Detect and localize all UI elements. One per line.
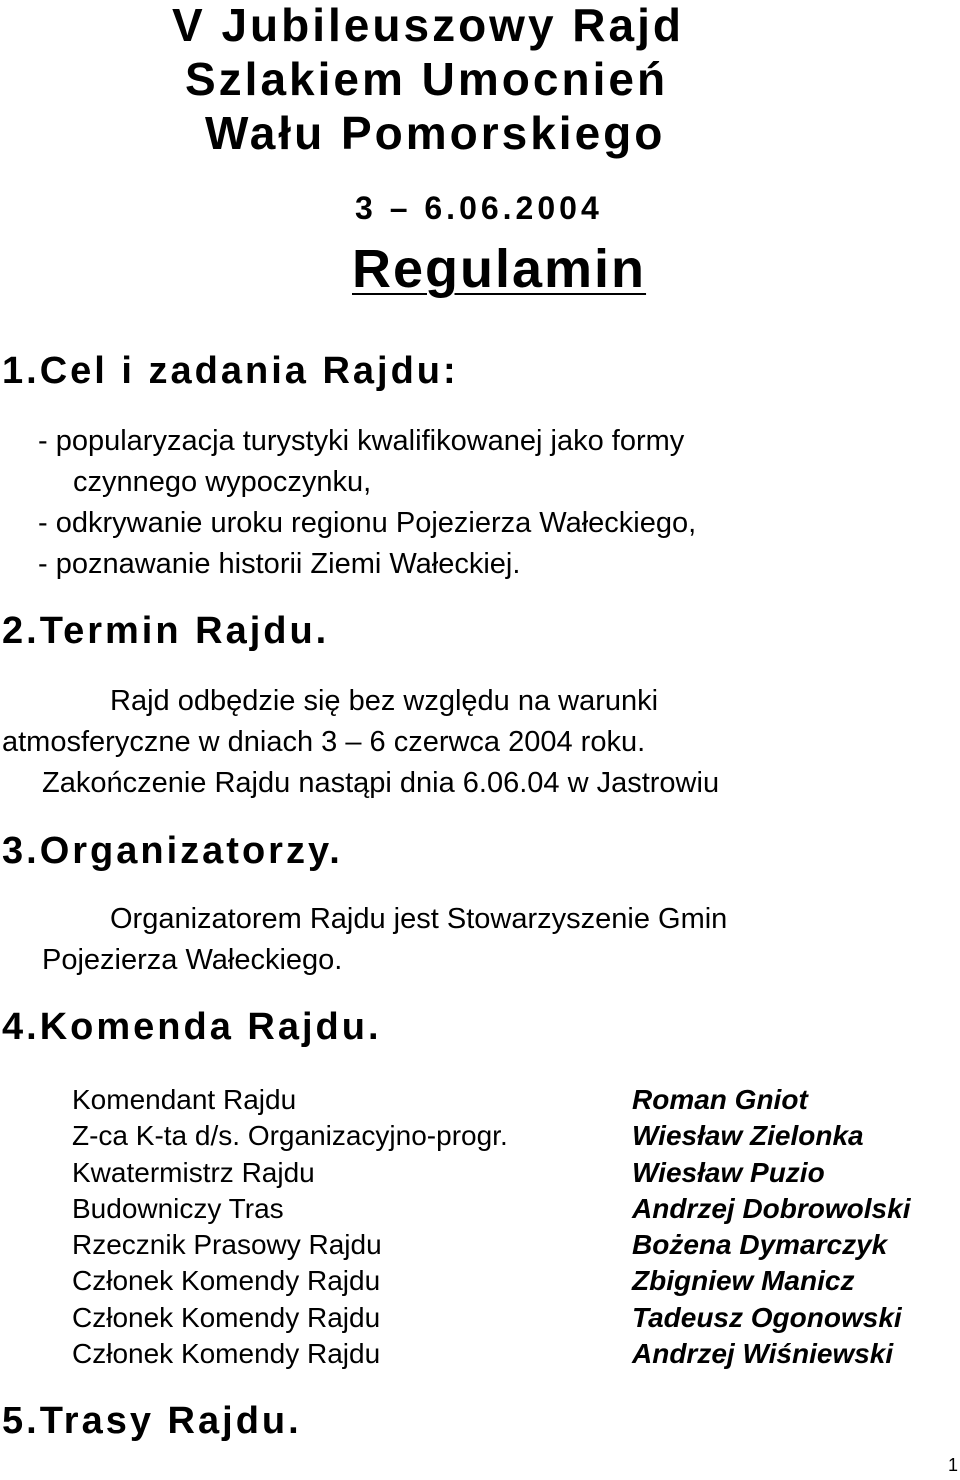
section-2-line: Rajd odbędzie się bez względu na warunki xyxy=(110,685,659,717)
committee-name: Andrzej Dobrowolski xyxy=(632,1192,911,1224)
section-2-heading: 2.Termin Rajdu. xyxy=(2,610,330,652)
committee-role: Z-ca K-ta d/s. Organizacyjno-progr. xyxy=(72,1120,508,1152)
committee-name: Zbigniew Manicz xyxy=(632,1265,855,1297)
section-2-line: atmosferyczne w dniach 3 – 6 czerwca 2004 roku. xyxy=(2,726,646,758)
committee-role: Kwatermistrz Rajdu xyxy=(72,1156,315,1188)
committee-name: Tadeusz Ogonowski xyxy=(632,1301,902,1333)
regulamin-heading: Regulamin xyxy=(352,239,647,299)
section-1-line: czynnego wypoczynku, xyxy=(73,466,372,498)
committee-name: Wiesław Zielonka xyxy=(632,1120,864,1152)
section-3-line: Pojezierza Wałeckiego. xyxy=(42,944,343,976)
title-line-1: V Jubileuszowy Rajd xyxy=(172,0,684,51)
committee-names xyxy=(632,1082,910,1372)
event-date: 3 – 6.06.2004 xyxy=(355,190,603,226)
section-4-heading: 4.Komenda Rajdu. xyxy=(2,1006,382,1048)
committee-name: Bożena Dymarczyk xyxy=(632,1229,888,1261)
committee-role: Członek Komendy Rajdu xyxy=(72,1301,381,1333)
committee-name: Roman Gniot xyxy=(632,1084,808,1115)
page-number: 1 xyxy=(948,1455,959,1475)
section-2-line: Zakończenie Rajdu nastąpi dnia 6.06.04 w Jastrowiu xyxy=(42,767,720,799)
title-line-3: Wału Pomorskiego xyxy=(205,107,666,159)
section-3-heading: 3.Organizatorzy. xyxy=(2,830,343,872)
committee-name: Wiesław Puzio xyxy=(632,1156,825,1188)
section-1-line: - odkrywanie uroku regionu Pojezierza Wałeckiego, xyxy=(38,507,697,539)
section-3-line: Organizatorem Rajdu jest Stowarzyszenie Gmin xyxy=(110,903,728,935)
committee-role: Rzecznik Prasowy Rajdu xyxy=(72,1229,382,1261)
committee-role: Komendant Rajdu xyxy=(72,1084,297,1115)
title-line-2: Szlakiem Umocnień xyxy=(185,53,669,105)
committee-role: Członek Komendy Rajdu xyxy=(72,1338,381,1370)
section-5-heading: 5.Trasy Rajdu. xyxy=(2,1400,302,1442)
committee-role: Członek Komendy Rajdu xyxy=(72,1265,381,1297)
committee-roles xyxy=(72,1082,508,1372)
committee-name: Andrzej Wiśniewski xyxy=(632,1338,894,1370)
section-1-line: - popularyzacja turystyki kwalifikowanej jako formy xyxy=(38,425,685,457)
section-1-heading: 1.Cel i zadania Rajdu: xyxy=(2,350,459,392)
committee-role: Budowniczy Tras xyxy=(72,1192,284,1224)
section-1-line: - poznawanie historii Ziemi Wałeckiej. xyxy=(38,548,521,580)
